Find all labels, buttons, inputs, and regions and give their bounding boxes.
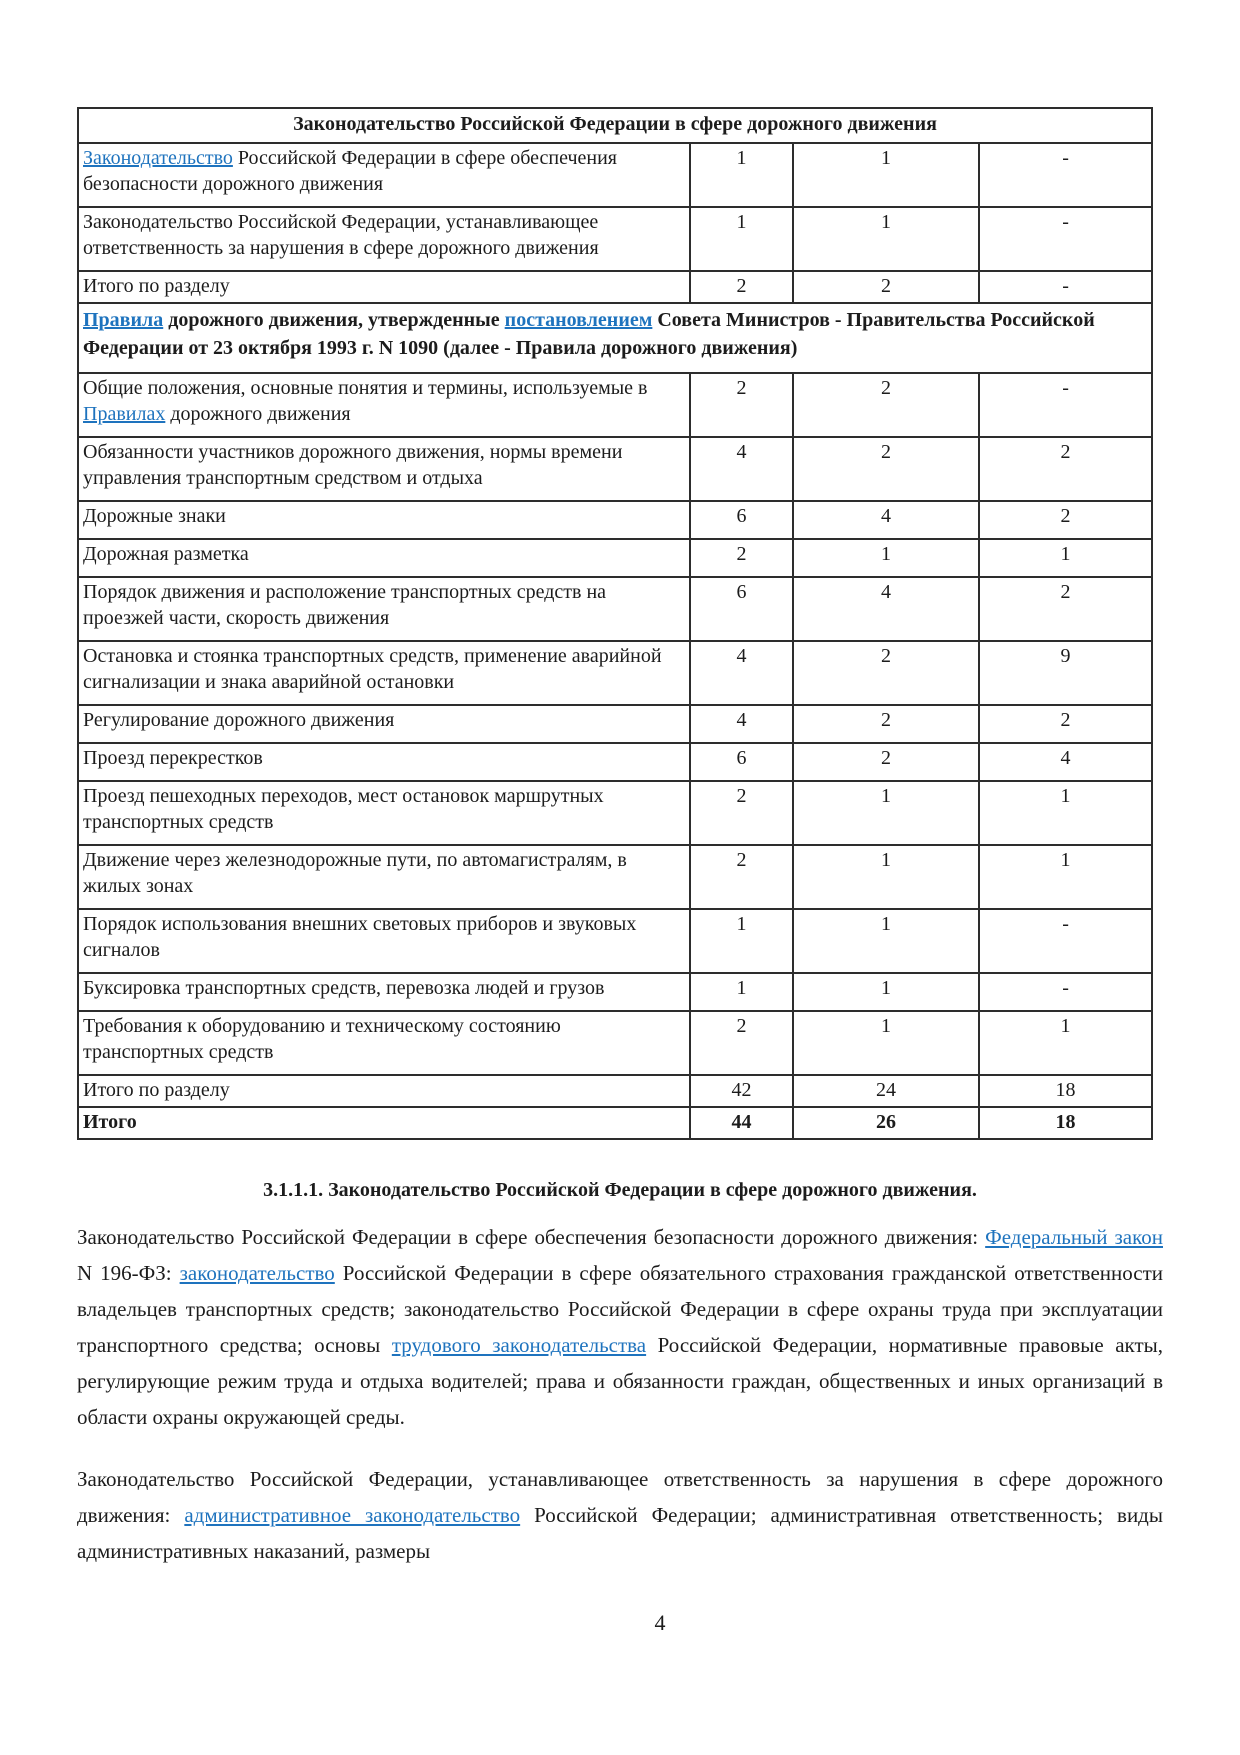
hours-cell-3: 2 — [979, 437, 1152, 501]
hours-cell-3: 9 — [979, 641, 1152, 705]
topic-cell: Движение через железнодорожные пути, по автомагистралям, в жилых зонах — [78, 845, 690, 909]
section-heading: 3.1.1.1. Законодательство Российской Федерации в сфере дорожного движения. — [263, 1179, 977, 1201]
hours-cell-2: 2 — [793, 641, 979, 705]
table-title: Законодательство Российской Федерации в сфере дорожного движения — [78, 108, 1152, 143]
paragraph-legislation-liability: Законодательство Российской Федерации, устанавливающее ответственность за нарушения в сфере дорожного движения: административное законодательство Российской Федерации; административная ответственность; виды административных наказаний, размеры — [77, 1467, 1163, 1563]
table-row — [78, 437, 1152, 501]
table-row — [78, 845, 1152, 909]
hours-cell-1: 1 — [690, 909, 793, 973]
hours-cell-1: 2 — [690, 1011, 793, 1075]
topic-cell: Дорожные знаки — [78, 501, 690, 539]
hours-cell-3: - — [979, 973, 1152, 1011]
hours-cell-1: 2 — [690, 373, 793, 437]
hours-cell-2: 4 — [793, 577, 979, 641]
hours-cell-2: 1 — [793, 539, 979, 577]
hours-cell-3: 4 — [979, 743, 1152, 781]
hours-cell-1: 6 — [690, 743, 793, 781]
hours-cell-3: - — [979, 373, 1152, 437]
hours-cell-1: 2 — [690, 781, 793, 845]
hours-cell-1: 42 — [690, 1075, 793, 1107]
topic-cell: Требования к оборудованию и техническому состоянию транспортных средств — [78, 1011, 690, 1075]
table-row — [78, 743, 1152, 781]
hours-cell-2: 1 — [793, 845, 979, 909]
topic-cell: Законодательство Российской Федерации в сфере обеспечения безопасности дорожного движения — [78, 143, 690, 207]
topic-cell: Порядок использования внешних световых приборов и звуковых сигналов — [78, 909, 690, 973]
hours-cell-3: - — [979, 143, 1152, 207]
topic-cell: Дорожная разметка — [78, 539, 690, 577]
hours-cell-1: 2 — [690, 271, 793, 303]
doc-hyperlink[interactable]: Законодательство — [83, 147, 233, 169]
curriculum-hours-table — [77, 107, 1153, 1140]
hours-cell-3: 18 — [979, 1107, 1152, 1139]
table-row — [78, 373, 1152, 437]
table-row — [78, 705, 1152, 743]
doc-hyperlink[interactable]: Правилах — [83, 403, 166, 425]
hours-cell-2: 4 — [793, 501, 979, 539]
hours-cell-1: 2 — [690, 845, 793, 909]
hours-cell-1: 6 — [690, 501, 793, 539]
hours-cell-1: 44 — [690, 1107, 793, 1139]
hours-cell-3: 18 — [979, 1075, 1152, 1107]
table-row — [78, 577, 1152, 641]
hours-cell-2: 1 — [793, 973, 979, 1011]
hours-cell-2: 26 — [793, 1107, 979, 1139]
doc-hyperlink[interactable]: трудового законодательства — [391, 1333, 647, 1357]
hours-cell-2: 1 — [793, 143, 979, 207]
hours-cell-1: 4 — [690, 641, 793, 705]
table-title-row — [78, 108, 1152, 143]
hours-cell-3: 1 — [979, 845, 1152, 909]
paragraph-legislation-safety: Законодательство Российской Федерации в сфере обеспечения безопасности дорожного движения: Федеральный закон N 196-ФЗ: законодательство Российской Федерации в сфере обязательного страхования гражданской ответственности владельцев транспортных средств; законодательство Российской Федерации в сфере охраны труда при эксплуатации транспортного средства; основы трудового законодательства Российской Федерации, нормативные правовые акты, регулирующие режим труда и отдыха водителей; права и обязанности граждан, общественных и иных организаций в области охраны окружающей среды. — [77, 1225, 1164, 1429]
section-header-cell: Правила дорожного движения, утвержденные постановлением Совета Министров - Правительства Российской Федерации от 23 октября 1993 г. N 1090 (далее - Правила дорожного движения) — [78, 303, 1152, 373]
hours-cell-2: 2 — [793, 373, 979, 437]
hours-cell-2: 1 — [793, 909, 979, 973]
doc-hyperlink[interactable]: законодательство — [179, 1261, 335, 1285]
table-row — [78, 143, 1152, 207]
table-section-row — [78, 303, 1152, 373]
hours-cell-2: 1 — [793, 781, 979, 845]
table-body — [78, 143, 1152, 1139]
topic-cell: Остановка и стоянка транспортных средств, применение аварийной сигнализации и знака аварийной остановки — [78, 641, 690, 705]
table-row — [78, 539, 1152, 577]
doc-hyperlink[interactable]: постановлением — [504, 309, 653, 331]
hours-cell-3: - — [979, 271, 1152, 303]
hours-cell-1: 2 — [690, 539, 793, 577]
topic-cell: Итого — [78, 1107, 690, 1139]
doc-hyperlink[interactable]: Федеральный закон — [985, 1225, 1163, 1249]
topic-cell: Обязанности участников дорожного движения, нормы времени управления транспортным средством и отдыха — [78, 437, 690, 501]
table-row — [78, 1075, 1152, 1107]
hours-cell-2: 2 — [793, 705, 979, 743]
hours-cell-3: 1 — [979, 539, 1152, 577]
hours-cell-1: 6 — [690, 577, 793, 641]
topic-cell: Буксировка транспортных средств, перевозка людей и грузов — [78, 973, 690, 1011]
topic-cell: Итого по разделу — [78, 1075, 690, 1107]
hours-cell-2: 2 — [793, 271, 979, 303]
hours-cell-3: - — [979, 909, 1152, 973]
table-row — [78, 909, 1152, 973]
hours-cell-1: 1 — [690, 973, 793, 1011]
hours-cell-3: 1 — [979, 1011, 1152, 1075]
topic-cell: Общие положения, основные понятия и термины, используемые в Правилах дорожного движения — [78, 373, 690, 437]
table-row — [78, 781, 1152, 845]
topic-cell: Законодательство Российской Федерации, устанавливающее ответственность за нарушения в сфере дорожного движения — [78, 207, 690, 271]
table-row — [78, 973, 1152, 1011]
hours-cell-2: 1 — [793, 1011, 979, 1075]
hours-cell-3: 2 — [979, 705, 1152, 743]
hours-cell-3: 1 — [979, 781, 1152, 845]
hours-cell-1: 4 — [690, 437, 793, 501]
page-number: 4 — [654, 1610, 666, 1635]
doc-hyperlink[interactable]: Правила — [83, 309, 164, 331]
hours-cell-1: 4 — [690, 705, 793, 743]
topic-cell: Итого по разделу — [78, 271, 690, 303]
table-row — [78, 1011, 1152, 1075]
doc-hyperlink[interactable]: административное законодательство — [184, 1503, 521, 1527]
table-row — [78, 207, 1152, 271]
hours-cell-2: 1 — [793, 207, 979, 271]
hours-cell-2: 24 — [793, 1075, 979, 1107]
table-row — [78, 1107, 1152, 1139]
table-row — [78, 501, 1152, 539]
topic-cell: Порядок движения и расположение транспортных средств на проезжей части, скорость движения — [78, 577, 690, 641]
hours-cell-3: 2 — [979, 577, 1152, 641]
hours-cell-1: 1 — [690, 143, 793, 207]
hours-cell-1: 1 — [690, 207, 793, 271]
hours-cell-3: - — [979, 207, 1152, 271]
topic-cell: Регулирование дорожного движения — [78, 705, 690, 743]
hours-cell-3: 2 — [979, 501, 1152, 539]
topic-cell: Проезд пешеходных переходов, мест остановок маршрутных транспортных средств — [78, 781, 690, 845]
hours-cell-2: 2 — [793, 743, 979, 781]
hours-cell-2: 2 — [793, 437, 979, 501]
table-row — [78, 271, 1152, 303]
table-row — [78, 641, 1152, 705]
topic-cell: Проезд перекрестков — [78, 743, 690, 781]
